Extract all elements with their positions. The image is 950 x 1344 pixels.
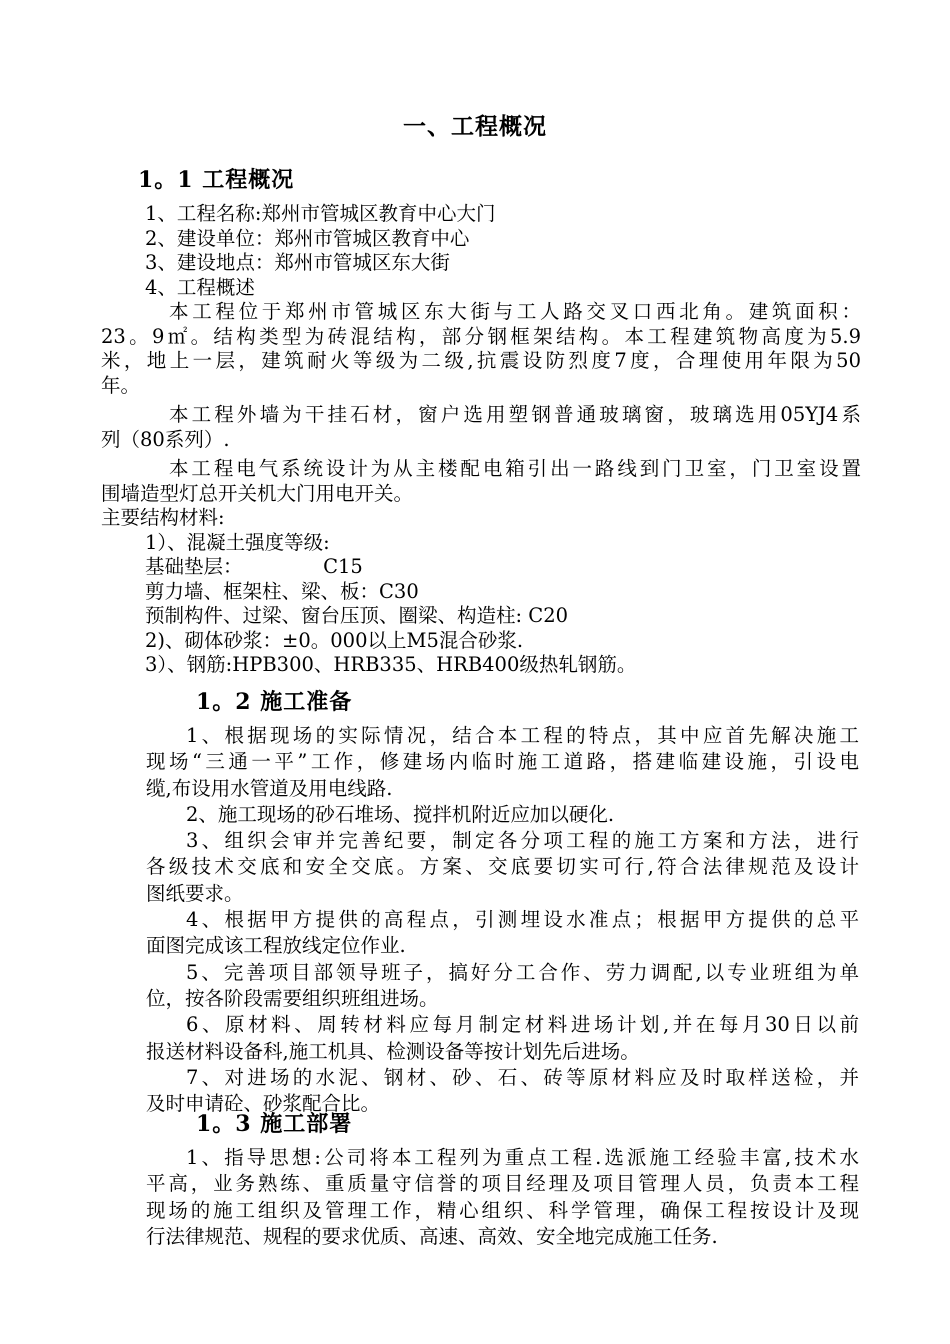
deploy-line: 行法律规范、规程的要求优质、高速、高效、安全地完成施工任务. (146, 1224, 718, 1248)
prep-line: 及时申请砼、砂浆配合比。 (146, 1092, 381, 1116)
section-1-2-heading: 1。2 施工准备 (196, 689, 353, 715)
materials-line: 剪力墙、框架柱、梁、板：C30 (145, 579, 419, 603)
prep-line: 报送材料设备科,施工机具、检测设备等按计划先后进场。 (146, 1039, 640, 1063)
section-1-2-body (146, 723, 859, 1117)
prep-line: 各级技术交底和安全交底。方案、交底要切实可行,符合法律规范及设计 (146, 855, 859, 879)
prep-line: 现场“三通一平”工作，修建场内临时施工道路，搭建临建设施，引设电 (146, 750, 859, 774)
materials-label: 主要结构材料: (101, 506, 225, 529)
project-name-line: 1、工程名称:郑州市管城区教育中心大门 (145, 202, 496, 225)
section-1-1-heading: 1。1 工程概况 (138, 167, 295, 193)
prep-line: 4、根据甲方提供的高程点，引测埋设水准点；根据甲方提供的总平 (186, 908, 859, 932)
section-1-3-body (146, 1145, 859, 1250)
materials-line: 基础垫层： C15 (145, 555, 363, 578)
prep-line: 图纸要求。 (146, 881, 244, 905)
overview-paragraph-line: 23。9㎡。结构类型为砖混结构，部分钢框架结构。本工程建筑物高度为5.9 (101, 324, 861, 348)
overview-paragraph-line: 本工程位于郑州市管城区东大街与工人路交叉口西北角。建筑面积： (169, 300, 861, 323)
prep-line: 7、对进场的水泥、钢材、砂、石、砖等原材料应及时取样送检，并 (186, 1065, 859, 1089)
deploy-line: 现场的施工组织及管理工作，精心组织、科学管理，确保工程按设计及现 (146, 1198, 859, 1222)
overview-paragraph-line: 年。 (101, 373, 141, 397)
materials-line: 1）、混凝土强度等级: (145, 530, 330, 554)
section-1-3-heading: 1。3 施工部署 (196, 1111, 353, 1137)
materials-line: 2)、砌体砂浆：±0。000以上M5混合砂浆. (145, 628, 524, 652)
overview-label: 4、工程概述 (145, 275, 255, 299)
prep-line: 3、组织会审并完善纪要，制定各分项工程的施工方案和方法，进行 (186, 829, 859, 853)
electric-paragraph-line: 本工程电气系统设计为从主楼配电箱引出一路线到门卫室，门卫室设置 (169, 457, 861, 480)
deploy-line: 1、指导思想:公司将本工程列为重点工程.选派施工经验丰富,技术水 (186, 1146, 859, 1169)
prep-line: 6、原材料、周转材料应每月制定材料进场计划,并在每月30日以前 (186, 1013, 859, 1037)
wall-paragraph-line: 本工程外墙为干挂石材，窗户选用塑钢普通玻璃窗，玻璃选用05YJ4系 (169, 403, 861, 426)
materials-line: 3）、钢筋:HPB300、HRB335、HRB400级热轧钢筋。 (145, 653, 637, 676)
prep-line: 面图完成该工程放线定位作业. (146, 934, 406, 958)
location-line: 3、建设地点：郑州市管城区东大街 (145, 251, 450, 274)
prep-line: 位，按各阶段需要组织班组进场。 (146, 986, 439, 1010)
overview-paragraph-line: 米，地上一层，建筑耐火等级为二级,抗震设防烈度7度，合理使用年限为50 (101, 349, 861, 372)
prep-line: 1、根据现场的实际情况，结合本工程的特点，其中应首先解决施工 (186, 724, 859, 747)
materials-line: 预制构件、过梁、窗台压顶、圈梁、构造柱: C20 (145, 604, 569, 627)
wall-paragraph-line: 列（80系列）. (101, 427, 230, 451)
prep-line: 2、施工现场的砂石堆场、搅拌机附近应加以硬化. (186, 802, 615, 826)
prep-line: 缆,布设用水管道及用电线路. (146, 776, 393, 800)
page-title: 一、工程概况 (403, 113, 547, 140)
prep-line: 5、完善项目部领导班子，搞好分工合作、劳力调配,以专业班组为单 (186, 960, 859, 984)
electric-paragraph-line: 围墙造型灯总开关机大门用电开关。 (101, 481, 414, 505)
builder-line: 2、建设单位：郑州市管城区教育中心 (145, 226, 470, 250)
deploy-line: 平高，业务熟练、重质量守信誉的项目经理及项目管理人员，负责本工程 (146, 1172, 859, 1196)
section-1-1-body (101, 202, 861, 678)
